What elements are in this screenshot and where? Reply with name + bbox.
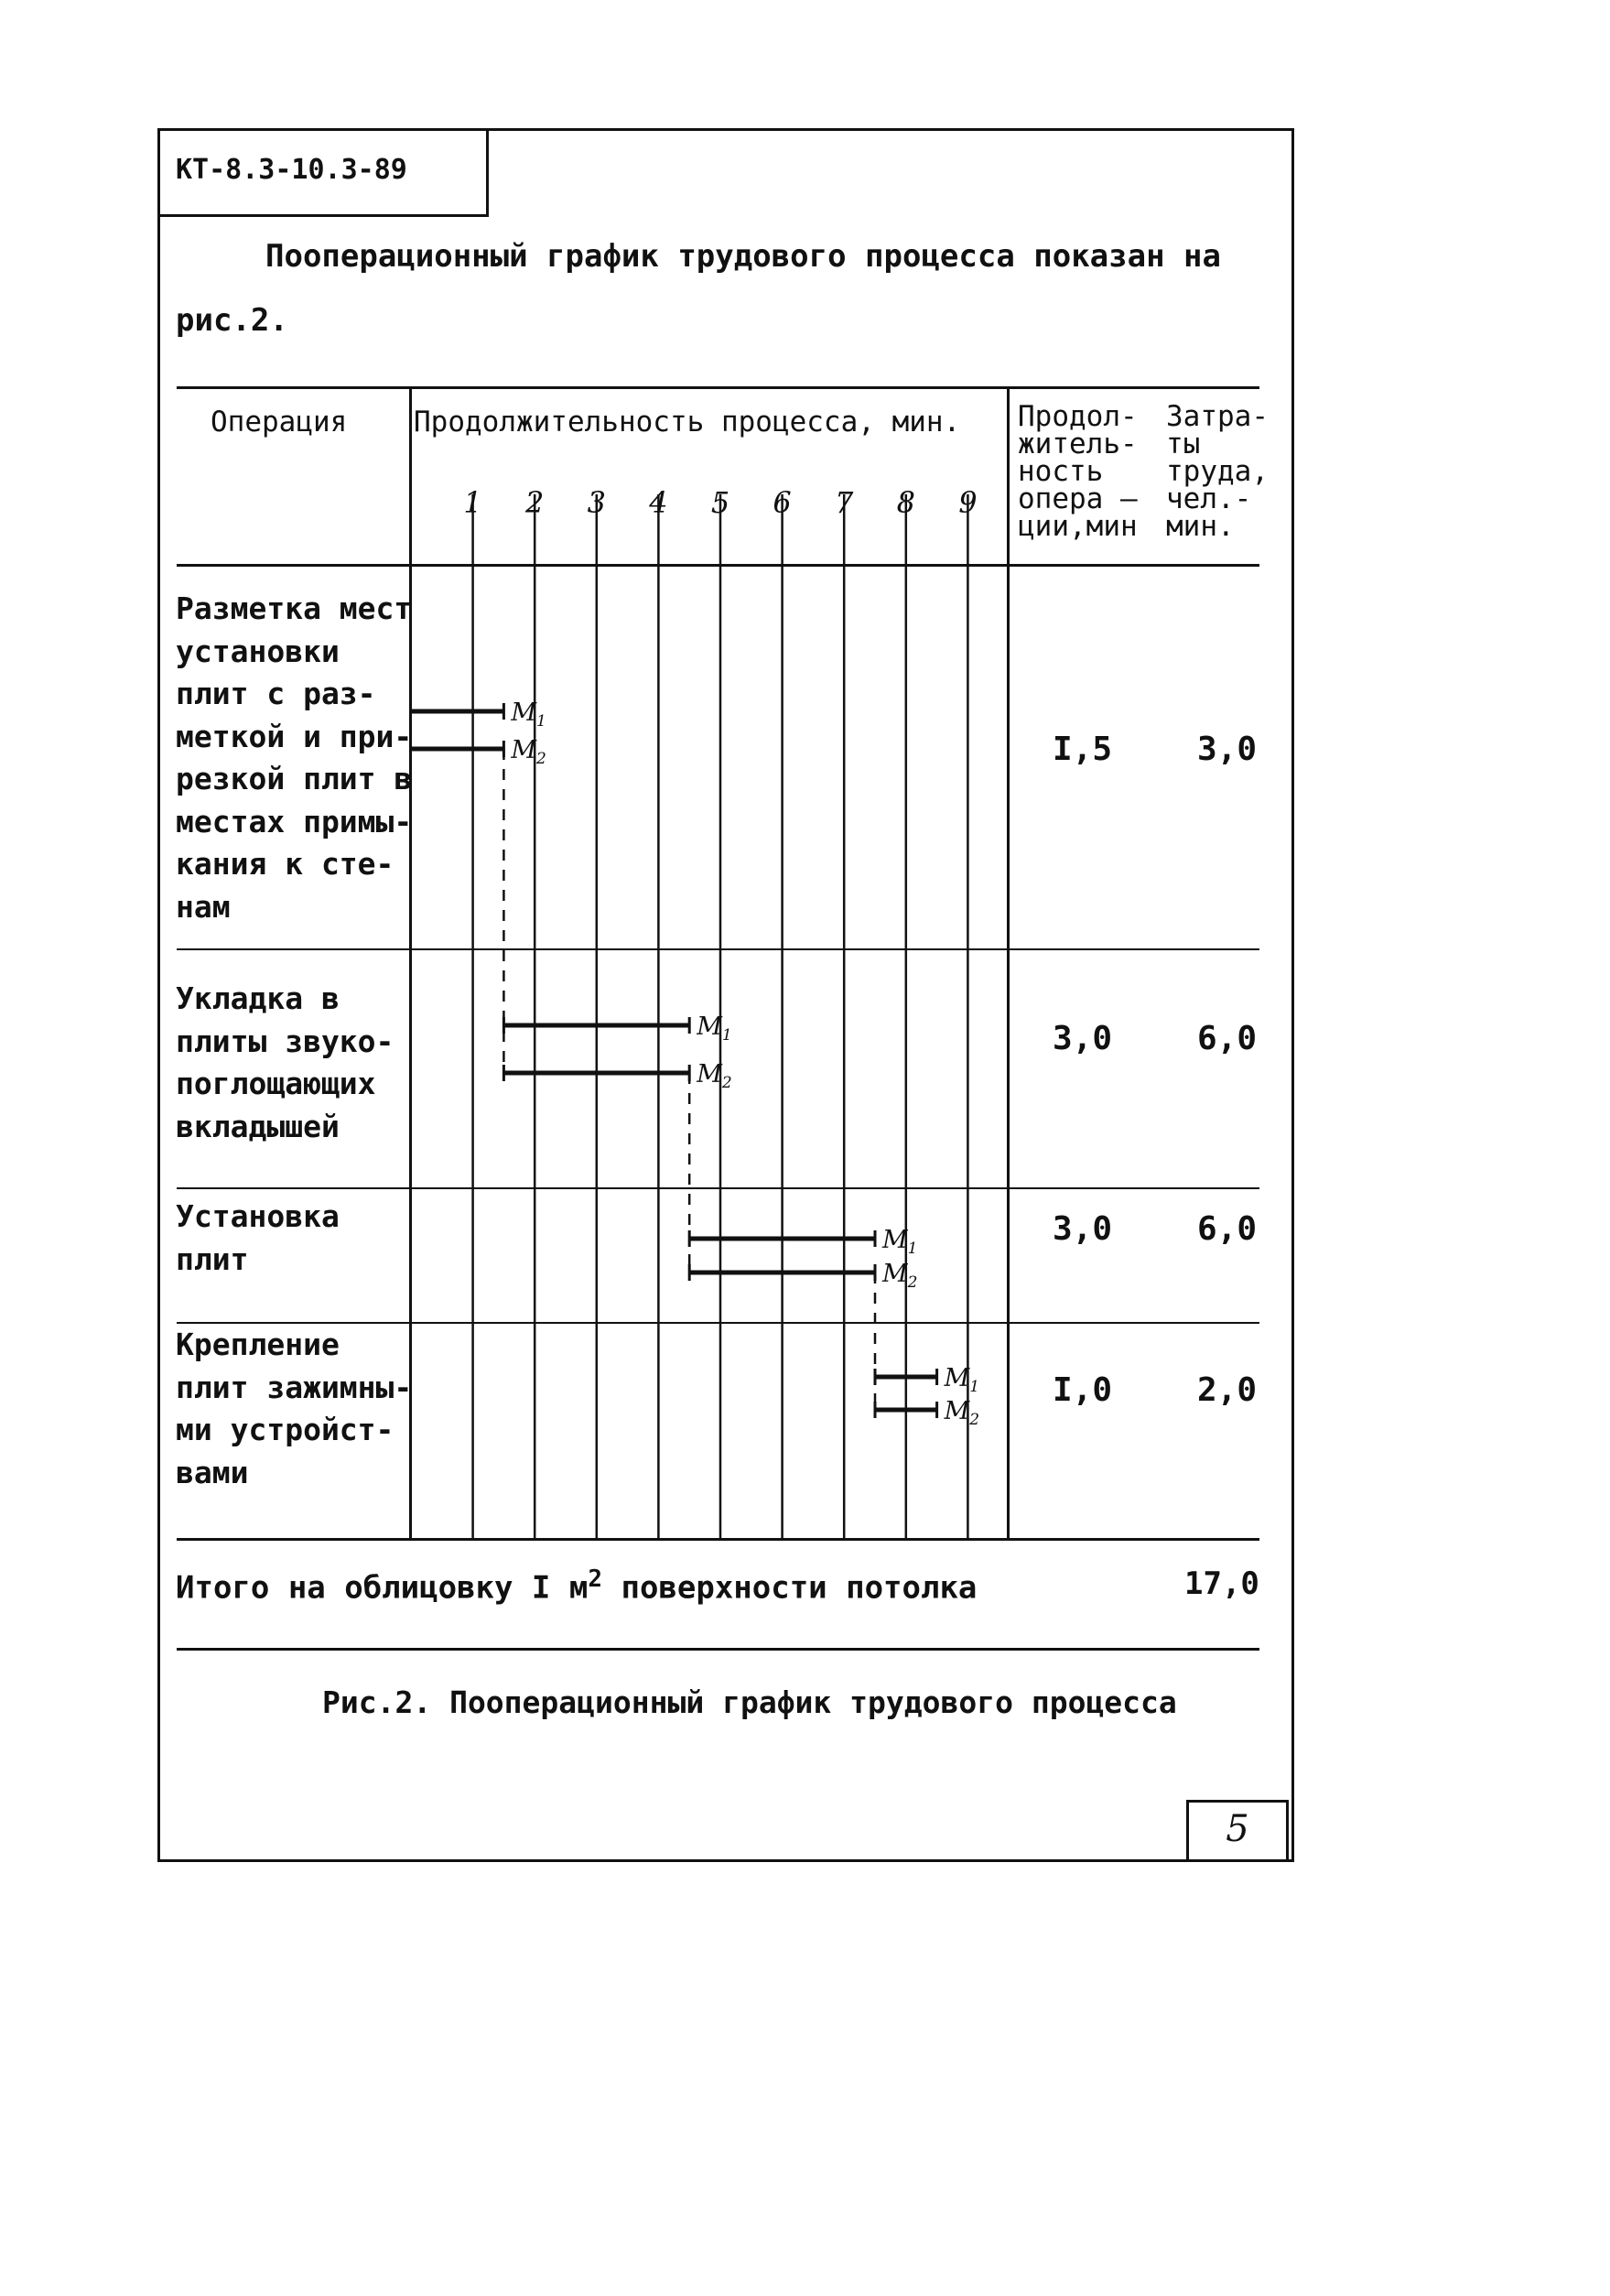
worker-label-4: $М_1$ xyxy=(882,1226,918,1258)
operation-labor-4: 2,0 xyxy=(1197,1371,1258,1409)
worker-label-3: $М_2$ xyxy=(697,1060,732,1092)
total-superscript: 2 xyxy=(588,1565,602,1593)
tick-label-8: 8 xyxy=(896,485,915,520)
operation-duration-1: I,5 xyxy=(1053,731,1113,768)
operation-name-3: Установка плит xyxy=(176,1198,340,1277)
header-process-duration: Продолжительность процесса, мин. xyxy=(414,406,961,439)
operation-name-4: Крепление плит зажимны- ми устройст- вами xyxy=(176,1327,413,1490)
worker-label-7: $М_2$ xyxy=(944,1397,980,1429)
tick-label-9: 9 xyxy=(958,485,978,520)
operation-duration-4: I,0 xyxy=(1053,1371,1113,1409)
worker-label-1: $М_2$ xyxy=(511,736,546,768)
header-labor: Затра- ты труда, чел.- мин. xyxy=(1166,400,1269,543)
tick-label-4: 4 xyxy=(649,485,668,520)
intro-line-1: Пооперационный график трудового процесса показан на xyxy=(265,238,1221,275)
document-code: КТ-8.3-10.3-89 xyxy=(157,128,489,217)
worker-label-2: $М_1$ xyxy=(697,1013,732,1045)
worker-label-6: $М_1$ xyxy=(944,1364,980,1396)
tick-label-1: 1 xyxy=(463,485,482,520)
operation-duration-2: 3,0 xyxy=(1053,1020,1113,1057)
tick-label-7: 7 xyxy=(835,485,854,520)
operation-duration-3: 3,0 xyxy=(1053,1210,1113,1248)
worker-label-0: $М_1$ xyxy=(511,699,546,731)
tick-label-6: 6 xyxy=(773,485,792,520)
total-value: 17,0 xyxy=(1184,1565,1259,1602)
operation-name-1: Разметка мест установки плит с раз- меткой и при- резкой плит в местах примы- кания к сте- нам xyxy=(176,590,413,925)
operation-name-2: Укладка в плиты звуко- поглощающих вкладышей xyxy=(176,980,394,1144)
worker-label-5: $М_2$ xyxy=(882,1260,918,1292)
figure-caption: Рис.2. Пооперационный график трудового процесса xyxy=(322,1684,1177,1720)
operation-labor-2: 6,0 xyxy=(1197,1020,1258,1057)
intro-line-2: рис.2. xyxy=(176,302,288,339)
tick-label-2: 2 xyxy=(525,485,545,520)
total-label: Итого на облицовку I $м^2$ поверхности потолка xyxy=(176,1565,978,1607)
tick-label-5: 5 xyxy=(710,485,730,520)
page-number: 5 xyxy=(1186,1800,1289,1862)
header-operation: Операция xyxy=(211,406,348,439)
operation-labor-3: 6,0 xyxy=(1197,1210,1258,1248)
header-operation-duration: Продол- житель- ность опера – ции,мин xyxy=(1018,400,1138,543)
operation-labor-1: 3,0 xyxy=(1197,731,1258,768)
tick-label-3: 3 xyxy=(587,485,606,520)
